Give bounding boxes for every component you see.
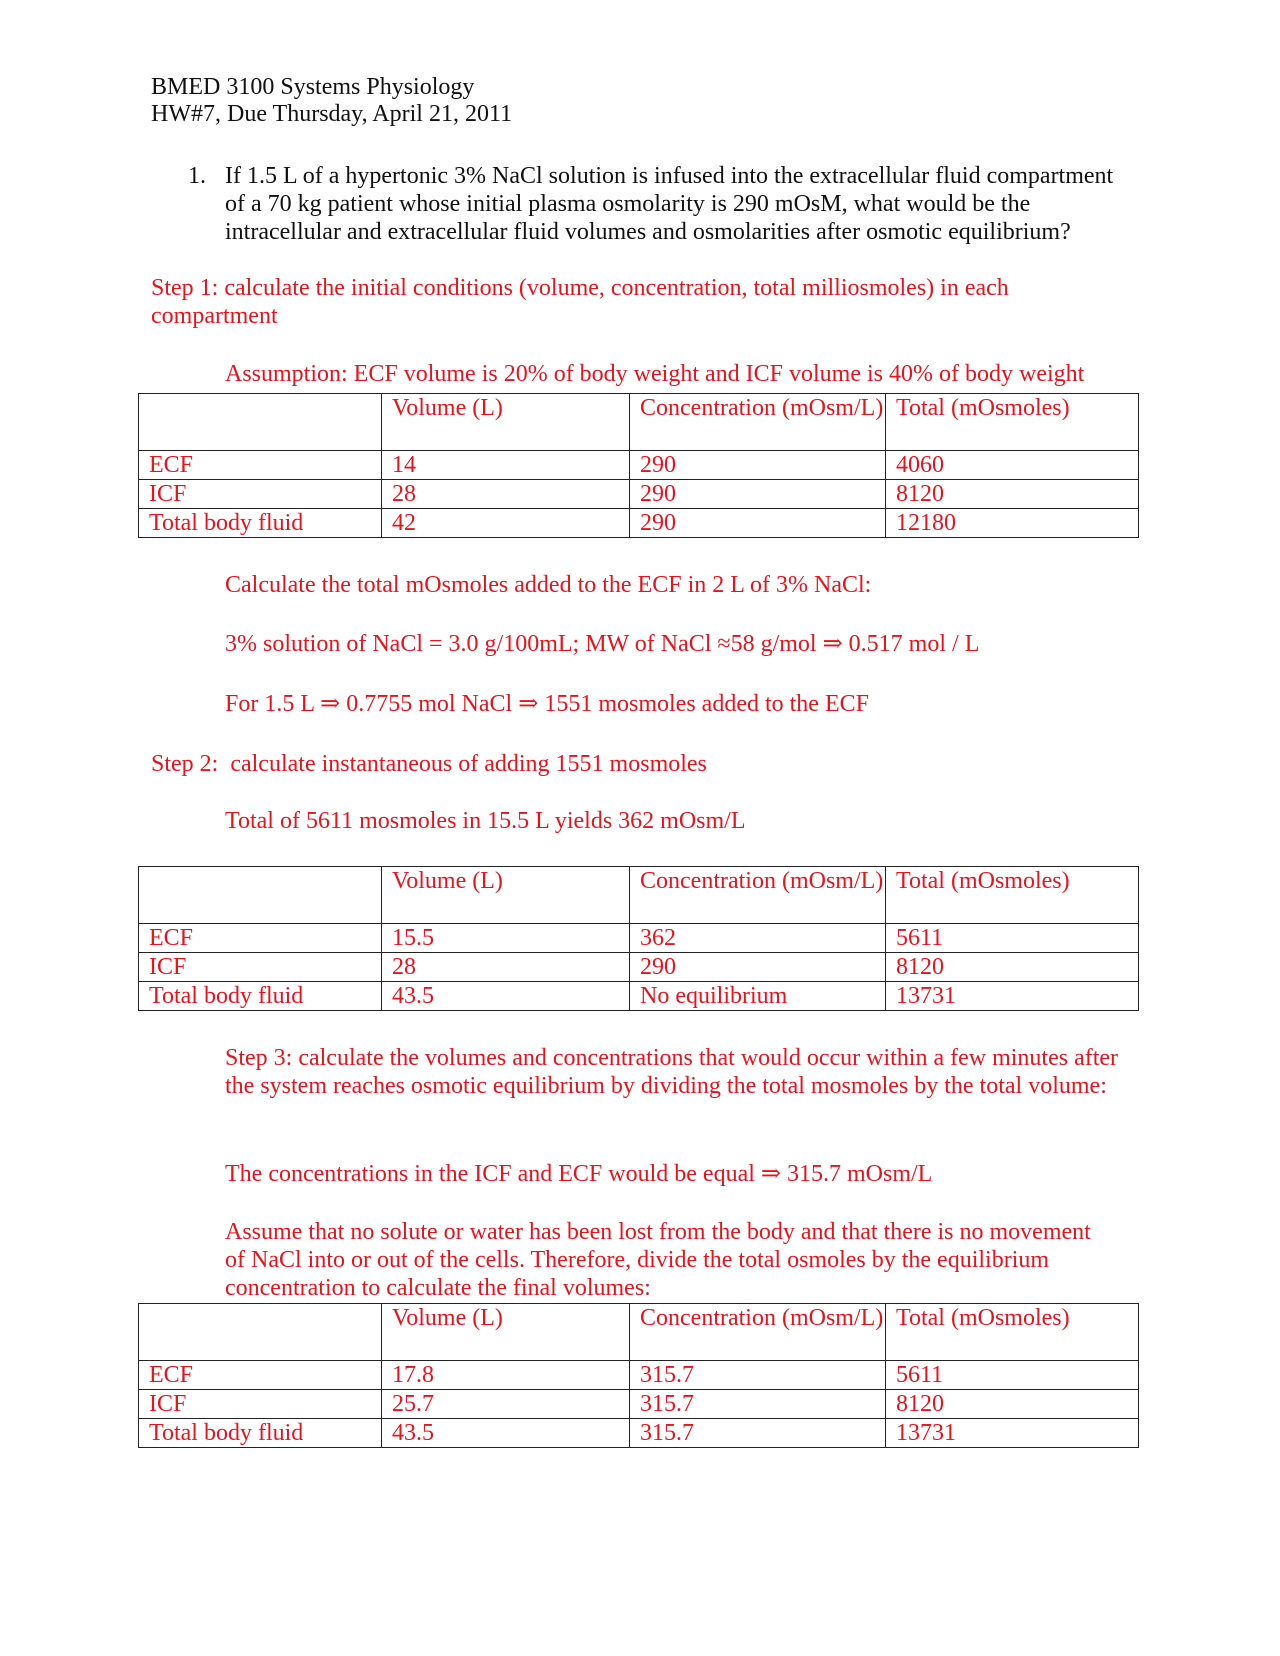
table-final-equilibrium [138,1303,1139,1448]
cell-volume: 43.5 [382,982,630,1011]
cell-concentration: 290 [630,953,886,982]
cell-volume: 28 [382,480,630,509]
header-total: Total (mOsmoles) [886,867,1139,924]
table-row [139,509,1139,538]
row-label: ECF [139,451,382,480]
header-concentration: Concentration (mOsm/L) [630,1304,886,1361]
header-volume: Volume (L) [382,1304,630,1361]
header-blank-cell [139,867,382,924]
table-initial-conditions [138,393,1139,538]
cell-volume: 43.5 [382,1419,630,1448]
step2-result: Total of 5611 mosmoles in 15.5 L yields 362 mOsm/L [225,808,746,834]
cell-total: 5611 [886,1361,1139,1390]
cell-concentration: 290 [630,509,886,538]
cell-total: 13731 [886,1419,1139,1448]
table-header-row [139,1304,1139,1361]
question-number: 1. [188,163,206,189]
assignment-line: HW#7, Due Thursday, April 21, 2011 [151,101,513,127]
cell-total: 8120 [886,1390,1139,1419]
cell-concentration: 290 [630,451,886,480]
table-row [139,480,1139,509]
table-row [139,1361,1139,1390]
header-concentration: Concentration (mOsm/L) [630,394,886,451]
page-header [151,74,512,128]
row-label: Total body fluid [139,509,382,538]
cell-volume: 15.5 [382,924,630,953]
table-header-row [139,394,1139,451]
cell-total: 13731 [886,982,1139,1011]
calc-line-2: 3% solution of NaCl = 3.0 g/100mL; MW of NaCl ≈58 g/mol ⇒ 0.517 mol / L [225,631,980,657]
step3-assume: Assume that no solute or water has been lost from the body and that there is no movement of NaCl into or out of the cells. Therefore, divide the total osmoles by the equilibrium concentration to calculate the final volumes: [225,1219,1091,1301]
cell-volume: 14 [382,451,630,480]
cell-total: 8120 [886,953,1139,982]
table-row [139,451,1139,480]
cell-volume: 28 [382,953,630,982]
row-label: ICF [139,480,382,509]
row-label: ICF [139,1390,382,1419]
table-row [139,924,1139,953]
assumption-text: Assumption: ECF volume is 20% of body weight and ICF volume is 40% of body weight [225,361,1085,387]
cell-concentration: 362 [630,924,886,953]
cell-total: 12180 [886,509,1139,538]
cell-concentration: 315.7 [630,1390,886,1419]
header-volume: Volume (L) [382,394,630,451]
question-text: If 1.5 L of a hypertonic 3% NaCl solution is infused into the extracellular fluid compartment of a 70 kg patient whose initial plasma osmolarity is 290 mOsM, what would be the intracellular and extracellular fluid volumes and osmolarities after osmotic equilibrium? [225,163,1114,245]
cell-volume: 17.8 [382,1361,630,1390]
step3-text: Step 3: calculate the volumes and concentrations that would occur within a few minutes after the system reaches osmotic equilibrium by dividing the total mosmoles by the total volume: [225,1045,1119,1099]
cell-total: 5611 [886,924,1139,953]
cell-concentration: No equilibrium [630,982,886,1011]
row-label: ECF [139,1361,382,1390]
table-instantaneous [138,866,1139,1011]
cell-volume: 25.7 [382,1390,630,1419]
cell-concentration: 315.7 [630,1361,886,1390]
cell-volume: 42 [382,509,630,538]
table-row [139,982,1139,1011]
header-blank-cell [139,394,382,451]
table-header-row [139,867,1139,924]
header-total: Total (mOsmoles) [886,1304,1139,1361]
table-row [139,1390,1139,1419]
step1-text: Step 1: calculate the initial conditions (volume, concentration, total milliosmoles) in each compartment [151,275,1009,329]
row-label: ICF [139,953,382,982]
calc-line-1: Calculate the total mOsmoles added to the ECF in 2 L of 3% NaCl: [225,572,872,598]
row-label: ECF [139,924,382,953]
header-concentration: Concentration (mOsm/L) [630,867,886,924]
calc-line-3: For 1.5 L ⇒ 0.7755 mol NaCl ⇒ 1551 mosmoles added to the ECF [225,691,869,717]
cell-concentration: 290 [630,480,886,509]
table-row [139,953,1139,982]
course-title: BMED 3100 Systems Physiology [151,74,475,100]
cell-concentration: 315.7 [630,1419,886,1448]
cell-total: 4060 [886,451,1139,480]
step3-equal: The concentrations in the ICF and ECF would be equal ⇒ 315.7 mOsm/L [225,1161,933,1187]
header-volume: Volume (L) [382,867,630,924]
header-total: Total (mOsmoles) [886,394,1139,451]
row-label: Total body fluid [139,1419,382,1448]
table-row [139,1419,1139,1448]
header-blank-cell [139,1304,382,1361]
step2-text: Step 2: calculate instantaneous of adding 1551 mosmoles [151,751,707,777]
cell-total: 8120 [886,480,1139,509]
row-label: Total body fluid [139,982,382,1011]
